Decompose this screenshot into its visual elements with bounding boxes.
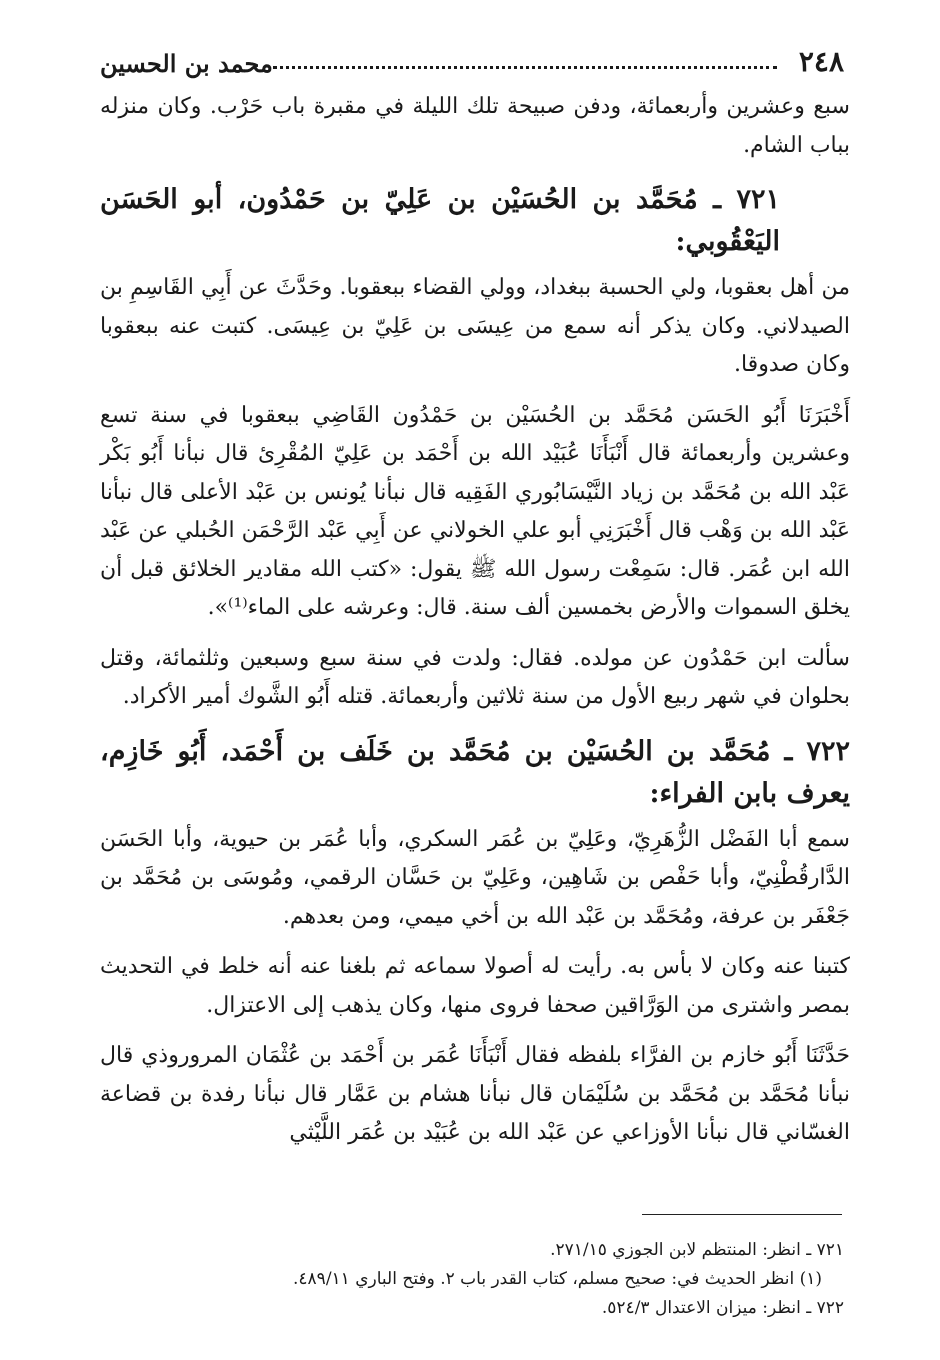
paragraph-722-isnad: حَدَّثَنَا أَبُو خازم بن الفرَّاء بلفظه فقال أَنْبَأَنَا عُمَر بن أَحْمَد بن عُثْمَان المروروذي قال نبأنا مُحَمَّد بن مُحَمَّد بن سُلَيْمَان قال نبأنا هشام بن عَمَّار قال نبأنا رفدة بن قضاعة الغسّاني قال نبأنا الأوزاعي عن عَبْد الله بن عُبَيْد بن عُمَر اللَّيْثي xyxy=(100,1043,850,1145)
footnote-separator xyxy=(642,1214,842,1215)
page-body xyxy=(100,88,850,1153)
running-title-text: محمد بن الحسين xyxy=(100,49,273,78)
paragraph-721-hadith: أَخْبَرَنَا أَبُو الحَسَن مُحَمَّد بن الحُسَيْن بن حَمْدُون القَاضِي ببعقوبا في سنة تسع وعشرين وأربعمائة قال أَنْبَأَنَا عُبَيْد الله بن أَحْمَد بن عَلِيّ المُقْرِئ قال نبأنا أَبُو بَكْر عَبْد الله بن مُحَمَّد بن زياد النَّيْسَابُوري الفَقِيه قال نبأنا يُونس بن عَبْد الأعلى قال نبأنا عَبْد الله بن وَهْب قال أَخْبَرَنِي أبو علي الخولاني عن أَبِي عَبْد الرَّحْمَن الحُبلي عن عَبْد الله ابن عُمَر. قال: سَمِعْت رسول الله ﷺ يقول: «كتب الله مقادير الخلائق قبل أن يخلق السموات والأرض بخمسين ألف سنة. قال: وعرشه على الماء⁽¹⁾». xyxy=(100,402,850,620)
paragraph-721-death: سألت ابن حَمْدُون عن مولده. فقال: ولدت في سنة سبع وسبعين وثلثمائة، وقتل بحلوان في شهر ربيع الأول من سنة ثلاثين وأربعمائة. قتله أَبُو الشَّوك أمير الأكراد. xyxy=(100,645,850,709)
footnote-722: ٧٢٢ ـ انظر: ميزان الاعتدال ٥٢٤/٣. xyxy=(601,1298,844,1318)
page-header xyxy=(100,38,844,78)
footnote-1: (١) انظر الحديث في: صحيح مسلم، كتاب القدر باب ٢. وفتح الباري ٤٨٩/١١. xyxy=(293,1269,822,1289)
leader-dots xyxy=(273,66,777,69)
entry-heading-721: ٧٢١ ـ مُحَمَّد بن الحُسَيْن بن عَلِيّ بن حَمْدُون، أبو الحَسَن اليَعْقُوبي: xyxy=(100,184,780,257)
paragraph-722-assessment: كتبنا عنه وكان لا بأس به. رأيت له أصولا سماعه ثم بلغنا عنه أنه خلط في التحديث بمصر واشترى من الوَرَّاقين صحفا فروى منها، وكان يذهب إلى الاعتزال. xyxy=(100,954,850,1018)
running-title xyxy=(100,49,785,78)
page-number: ٢٤٨ xyxy=(798,45,844,78)
footnotes xyxy=(100,1236,844,1323)
paragraph-721-bio: من أهل بعقوبا، ولي الحسبة ببغداد، وولي القضاء ببعقوبا. وحَدَّثَ عن أَبِي القَاسِمِ بن الصيدلاني. وكان يذكر أنه سمع من عِيسَى بن عَلِيّ بن عِيسَى. كتبت عنه ببعقوبا وكان صدوقا. xyxy=(100,275,850,377)
footnote-721: ٧٢١ ـ انظر: المنتظم لابن الجوزي ٢٧١/١٥. xyxy=(550,1240,844,1260)
entry-heading-722: ٧٢٢ ـ مُحَمَّد بن الحُسَيْن بن مُحَمَّد بن خَلَف بن أَحْمَد، أَبُو خَازِم، يعرف بابن الفراء: xyxy=(100,735,850,809)
paragraph-continuation: سبع وعشرين وأربعمائة، ودفن صبيحة تلك الليلة في مقبرة باب حَرْب. وكان منزله بباب الشام. xyxy=(100,94,850,158)
paragraph-722-teachers: سمع أبا الفَضْل الزُّهَرِيّ، وعَلِيّ بن عُمَر السكري، وأبا عُمَر بن حيوية، وأبا الحَسَن الدَّارقُطْنِيّ، وأبا حَفْص بن شَاهِين، وعَلِيّ بن حَسَّان الرقمي، ومُوسَى بن مُحَمَّد بن جَعْفَر بن عرفة، ومُحَمَّد بن عَبْد الله بن أخي ميمي، ومن بعدهم. xyxy=(100,826,850,929)
